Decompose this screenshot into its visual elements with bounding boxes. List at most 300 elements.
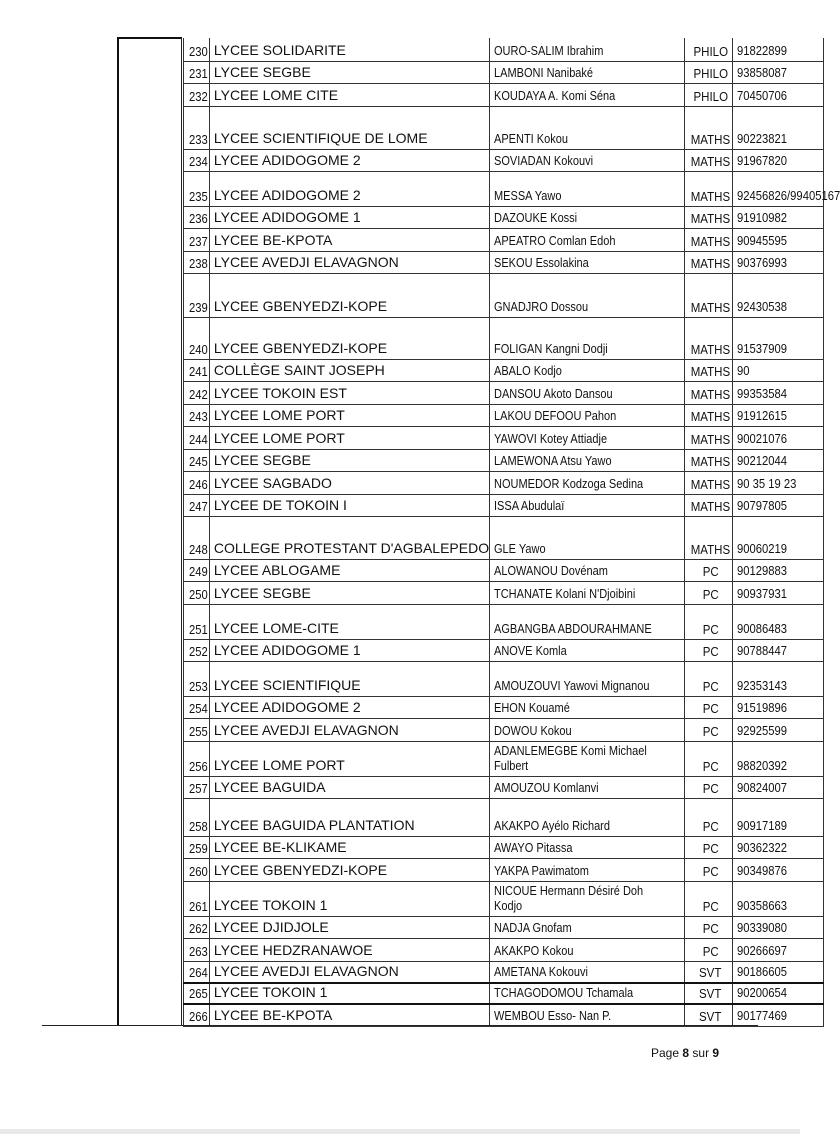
school-cell — [209, 61, 489, 83]
school-cell-text: LYCEE ADIDOGOME 2 — [213, 186, 361, 203]
teacher-name-cell — [490, 858, 685, 881]
row-number — [184, 961, 210, 983]
table-row — [184, 1004, 824, 1026]
school-cell-text: LYCEE ADIDOGOME 1 — [213, 641, 361, 658]
phone-cell — [732, 881, 823, 916]
phone-cell — [732, 741, 823, 776]
phone-cell-text: 90 35 19 23 — [736, 476, 797, 491]
subject-cell — [685, 273, 733, 317]
school-cell — [209, 938, 489, 961]
subject-cell — [685, 149, 733, 171]
row-number — [184, 836, 210, 858]
teacher-name-cell-text: OURO-SALIM Ibrahim — [494, 43, 604, 58]
row-number — [184, 661, 210, 696]
row-number-text: 248 — [189, 542, 208, 557]
subject-cell — [685, 718, 733, 741]
teacher-name-cell — [490, 696, 685, 718]
phone-cell — [732, 1004, 823, 1026]
teacher-name-cell-text: ISSA Abudulaï — [494, 498, 565, 513]
school-cell-text: LYCEE SOLIDARITE — [213, 41, 346, 58]
subject-cell-text: PC — [702, 921, 719, 936]
row-number — [184, 938, 210, 961]
viewer-bottom-bar — [0, 1129, 800, 1134]
row-number-text: 242 — [189, 387, 208, 402]
row-number-text: 244 — [189, 432, 208, 447]
phone-cell-text: 90339080 — [736, 920, 787, 935]
phone-cell-text: 70450706 — [736, 88, 787, 103]
school-cell-text: LYCEE DE TOKOIN I — [213, 496, 347, 513]
phone-cell — [732, 938, 823, 961]
school-cell — [209, 741, 489, 776]
subject-cell-text: PC — [702, 841, 719, 856]
phone-cell — [732, 426, 823, 449]
subject-cell-text: SVT — [699, 966, 722, 980]
school-cell-text: LYCEE LOME-CITE — [213, 619, 339, 636]
phone-cell — [732, 916, 823, 938]
phone-cell — [732, 273, 823, 317]
school-cell — [209, 494, 489, 516]
row-number — [184, 317, 210, 359]
row-number-text: 233 — [189, 132, 208, 147]
teacher-name-cell-text: LAMEWONA Atsu Yawo — [494, 453, 612, 468]
school-cell — [209, 516, 489, 559]
subject-cell — [685, 983, 733, 1004]
row-number-text: 266 — [189, 1009, 208, 1024]
teacher-name-cell — [490, 359, 685, 381]
table-row — [184, 471, 824, 494]
school-cell-text: LYCEE SCIENTIFIQUE DE LOME — [213, 129, 428, 146]
row-number — [184, 359, 210, 381]
phone-cell-text: 90917189 — [736, 818, 787, 833]
school-cell — [209, 449, 489, 471]
phone-cell — [732, 983, 823, 1004]
subject-cell — [685, 359, 733, 381]
table-row — [184, 494, 824, 516]
teacher-name-cell-text: DANSOU Akoto Dansou — [494, 386, 613, 401]
phone-cell — [732, 604, 823, 639]
subject-cell — [685, 604, 733, 639]
row-number — [184, 494, 210, 516]
school-cell — [209, 206, 489, 228]
left-margin-column — [117, 37, 182, 1025]
row-number-text: 250 — [189, 587, 208, 602]
phone-cell-text: 93858087 — [736, 65, 787, 80]
phone-cell-text: 90129883 — [736, 563, 787, 578]
row-number-text: 236 — [189, 211, 208, 226]
teacher-name-cell-text: SOVIADAN Kokouvi — [494, 153, 594, 168]
row-number — [184, 471, 210, 494]
row-number-text: 259 — [189, 841, 208, 856]
teacher-name-cell — [490, 404, 685, 426]
phone-cell — [732, 449, 823, 471]
table-row — [184, 516, 824, 559]
teacher-name-cell — [490, 228, 685, 251]
school-cell — [209, 604, 489, 639]
phone-cell — [732, 317, 823, 359]
teacher-name-cell-text: NADJA Gnofam — [494, 920, 572, 935]
row-number — [184, 696, 210, 718]
school-cell-text: LYCEE TOKOIN EST — [213, 384, 347, 401]
row-number — [184, 449, 210, 471]
row-number-text: 238 — [189, 256, 208, 271]
row-number-text: 261 — [189, 899, 208, 914]
teacher-name-cell-text: TCHAGODOMOU Tchamala — [494, 986, 634, 1000]
page-separator: sur — [692, 1046, 710, 1060]
phone-cell-text: 90021076 — [736, 431, 787, 446]
school-cell-text: LYCEE AVEDJI ELAVAGNON — [213, 721, 399, 738]
teacher-name-cell — [490, 273, 685, 317]
teacher-name-cell-text: AMOUZOUVI Yawovi Mignanou — [494, 678, 650, 693]
school-cell — [209, 426, 489, 449]
table-row — [184, 206, 824, 228]
teacher-name-cell — [490, 961, 685, 983]
row-number — [184, 83, 210, 106]
teacher-name-cell — [490, 559, 685, 581]
page-label: Page — [651, 1046, 680, 1060]
school-cell-text: LYCEE AVEDJI ELAVAGNON — [213, 963, 399, 979]
subject-cell-text: MATHS — [690, 432, 731, 447]
school-cell-text: LYCEE ADIDOGOME 1 — [213, 208, 361, 225]
school-cell — [209, 228, 489, 251]
school-cell — [209, 149, 489, 171]
table-row — [184, 83, 824, 106]
teacher-name-cell-text: ADANLEMEGBE Komi Michael Fulbert — [494, 743, 647, 773]
subject-cell — [685, 381, 733, 404]
subject-cell — [685, 639, 733, 661]
row-number — [184, 776, 210, 798]
school-cell-text: LYCEE GBENYEDZI-KOPE — [213, 297, 388, 314]
teacher-name-cell — [490, 38, 685, 61]
table-row — [184, 61, 824, 83]
school-cell — [209, 718, 489, 741]
school-cell — [209, 696, 489, 718]
school-cell-text: LYCEE GBENYEDZI-KOPE — [213, 861, 388, 878]
school-cell — [209, 381, 489, 404]
teacher-name-cell-text: ABALO Kodjo — [494, 363, 562, 378]
table-row — [184, 661, 824, 696]
phone-cell — [732, 858, 823, 881]
phone-cell — [732, 836, 823, 858]
school-cell — [209, 559, 489, 581]
phone-cell — [732, 559, 823, 581]
table-bottom-rule — [42, 1025, 758, 1026]
subject-cell-text: MATHS — [690, 409, 731, 424]
teacher-list-table — [183, 38, 840, 1027]
row-number-text: 232 — [189, 89, 208, 104]
teacher-name-cell-text: YAKPA Pawimatom — [494, 863, 590, 878]
row-number — [184, 516, 210, 559]
phone-cell-text: 90266697 — [736, 943, 787, 958]
school-cell — [209, 404, 489, 426]
table-row — [184, 798, 824, 836]
school-cell-text: LYCEE GBENYEDZI-KOPE — [213, 339, 388, 356]
phone-cell — [732, 171, 840, 206]
teacher-name-cell — [490, 61, 685, 83]
teacher-name-cell — [490, 426, 685, 449]
teacher-name-cell — [490, 471, 685, 494]
phone-cell-text: 91910982 — [736, 210, 787, 225]
subject-cell — [685, 449, 733, 471]
school-cell-text: LYCEE SEGBE — [213, 63, 311, 80]
row-number — [184, 381, 210, 404]
phone-cell — [732, 718, 823, 741]
table-row — [184, 106, 824, 149]
subject-cell-text: PC — [702, 622, 719, 637]
subject-cell-text: MATHS — [690, 542, 731, 557]
row-number-text: 231 — [189, 66, 208, 81]
row-number — [184, 206, 210, 228]
row-number-text: 258 — [189, 819, 208, 834]
teacher-name-cell-text: YAWOVI Kotey Attiadje — [494, 431, 608, 446]
subject-cell — [685, 741, 733, 776]
row-number-text: 255 — [189, 724, 208, 739]
phone-cell-text: 92456826/99405167 — [736, 188, 840, 203]
teacher-name-cell-text: KOUDAYA A. Komi Séna — [494, 88, 616, 103]
school-cell — [209, 317, 489, 359]
phone-cell — [732, 149, 823, 171]
subject-cell — [685, 317, 733, 359]
phone-cell-text: 90223821 — [736, 131, 787, 146]
row-number-text: 241 — [189, 364, 208, 379]
subject-cell-text: MATHS — [690, 256, 731, 271]
subject-cell — [685, 938, 733, 961]
subject-cell-text: PHILO — [693, 66, 728, 81]
table-row — [184, 916, 824, 938]
subject-cell-text: PC — [702, 644, 719, 659]
subject-cell-text: MATHS — [690, 234, 731, 249]
subject-cell — [685, 206, 733, 228]
row-number — [184, 581, 210, 604]
teacher-name-cell-text: AKAKPO Kokou — [494, 943, 574, 958]
school-cell — [209, 581, 489, 604]
row-number-text: 265 — [189, 987, 208, 1001]
teacher-name-cell — [490, 149, 685, 171]
phone-cell — [732, 404, 823, 426]
subject-cell-text: MATHS — [690, 477, 731, 492]
table-row — [184, 776, 824, 798]
row-number-text: 263 — [189, 944, 208, 959]
phone-cell — [732, 38, 823, 61]
phone-cell-text: 90797805 — [736, 498, 787, 513]
phone-cell — [732, 639, 823, 661]
table-row — [184, 983, 824, 1004]
subject-cell-text: MATHS — [690, 132, 731, 147]
subject-cell-text: MATHS — [690, 364, 731, 379]
subject-cell — [685, 661, 733, 696]
teacher-name-cell-text: DAZOUKE Kossi — [494, 210, 578, 225]
phone-cell — [732, 471, 823, 494]
teacher-name-cell-text: LAMBONI Nanibaké — [494, 65, 594, 80]
phone-cell-text: 90186605 — [736, 965, 787, 979]
subject-cell — [685, 798, 733, 836]
table-row — [184, 273, 824, 317]
phone-cell — [732, 251, 823, 273]
teacher-name-cell — [490, 494, 685, 516]
table-row — [184, 359, 824, 381]
phone-cell — [732, 798, 823, 836]
school-cell — [209, 171, 489, 206]
table-row — [184, 881, 824, 916]
phone-cell-text: 91912615 — [736, 408, 787, 423]
school-cell-text: LYCEE LOME CITE — [213, 86, 339, 103]
subject-cell-text: PC — [702, 899, 719, 914]
school-cell-text: LYCEE SAGBADO — [213, 474, 332, 491]
teacher-name-cell-text: AGBANGBA ABDOURAHMANE — [494, 621, 652, 636]
subject-cell-text: MATHS — [690, 154, 731, 169]
teacher-name-cell — [490, 938, 685, 961]
school-cell-text: LYCEE BE-KPOTA — [213, 1006, 333, 1023]
teacher-name-cell-text: NOUMEDOR Kodzoga Sedina — [494, 476, 644, 491]
row-number-text: 245 — [189, 454, 208, 469]
teacher-name-cell — [490, 251, 685, 273]
table-row — [184, 559, 824, 581]
phone-cell — [732, 516, 823, 559]
subject-cell-text: MATHS — [690, 454, 731, 469]
table-row — [184, 404, 824, 426]
subject-cell-text: MATHS — [690, 342, 731, 357]
row-number-text: 254 — [189, 701, 208, 716]
table-row — [184, 251, 824, 273]
phone-cell — [732, 661, 823, 696]
table-row — [184, 149, 824, 171]
row-number — [184, 38, 210, 61]
row-number — [184, 228, 210, 251]
teacher-name-cell — [490, 106, 685, 149]
row-number — [184, 106, 210, 149]
teacher-name-cell-text: SEKOU Essolakina — [494, 255, 589, 270]
teacher-name-cell-text: WEMBOU Esso- Nan P. — [494, 1008, 612, 1023]
table-row — [184, 38, 824, 61]
table-row — [184, 604, 824, 639]
school-cell — [209, 273, 489, 317]
total-pages: 9 — [712, 1046, 720, 1060]
phone-cell-text: 90212044 — [736, 453, 787, 468]
phone-cell-text: 90060219 — [736, 541, 787, 556]
subject-cell — [685, 581, 733, 604]
row-number-text: 253 — [189, 679, 208, 694]
row-number — [184, 858, 210, 881]
teacher-name-cell — [490, 317, 685, 359]
school-cell — [209, 798, 489, 836]
phone-cell-text: 90788447 — [736, 643, 787, 658]
school-cell-text: LYCEE LOME PORT — [213, 406, 345, 423]
teacher-name-cell — [490, 206, 685, 228]
subject-cell-text: PC — [702, 781, 719, 796]
subject-cell-text: MATHS — [690, 189, 731, 204]
row-number — [184, 639, 210, 661]
subject-cell — [685, 881, 733, 916]
school-cell-text: LYCEE SEGBE — [213, 451, 311, 468]
teacher-name-cell-text: NICOUE Hermann Désiré Doh Kodjo — [494, 883, 644, 913]
row-number-text: 260 — [189, 864, 208, 879]
phone-cell — [732, 106, 823, 149]
school-cell-text: LYCEE HEDZRANAWOE — [213, 941, 373, 958]
school-cell — [209, 983, 489, 1004]
row-number-text: 247 — [189, 499, 208, 514]
table-row — [184, 718, 824, 741]
row-number-text: 234 — [189, 154, 208, 169]
row-number — [184, 881, 210, 916]
row-number-text: 257 — [189, 781, 208, 796]
school-cell-text: LYCEE LOME PORT — [213, 756, 345, 773]
row-number — [184, 149, 210, 171]
phone-cell — [732, 494, 823, 516]
school-cell-text: COLLÈGE SAINT JOSEPH — [213, 361, 385, 378]
row-number — [184, 404, 210, 426]
row-number — [184, 604, 210, 639]
phone-cell — [732, 961, 823, 983]
phone-cell-text: 92925599 — [736, 723, 787, 738]
row-number-text: 239 — [189, 300, 208, 315]
subject-cell-text: PHILO — [693, 89, 728, 104]
phone-cell-text: 91537909 — [736, 341, 787, 356]
school-cell — [209, 858, 489, 881]
school-cell — [209, 661, 489, 696]
school-cell — [209, 881, 489, 916]
row-number-text: 230 — [189, 44, 208, 59]
teacher-name-cell-text: GNADJRO Dossou — [494, 299, 589, 314]
table-row — [184, 836, 824, 858]
teacher-name-cell — [490, 983, 685, 1004]
table-row — [184, 381, 824, 404]
phone-cell-text: 90824007 — [736, 780, 787, 795]
row-number — [184, 171, 210, 206]
teacher-name-cell — [490, 581, 685, 604]
school-cell-text: LYCEE ABLOGAME — [213, 561, 341, 578]
phone-cell — [732, 228, 823, 251]
subject-cell — [685, 171, 733, 206]
phone-cell-text: 90349876 — [736, 863, 787, 878]
table-row — [184, 696, 824, 718]
phone-cell-text: 91519896 — [736, 700, 787, 715]
subject-cell-text: PC — [702, 587, 719, 602]
subject-cell-text: PC — [702, 944, 719, 959]
phone-cell-text: 99353584 — [736, 386, 787, 401]
teacher-name-cell — [490, 661, 685, 696]
phone-cell — [732, 61, 823, 83]
subject-cell-text: PHILO — [693, 44, 728, 59]
teacher-name-cell-text: ANOVE Komla — [494, 643, 567, 658]
school-cell-text: LYCEE BE-KPOTA — [213, 231, 333, 248]
row-number-text: 240 — [189, 342, 208, 357]
subject-cell-text: MATHS — [690, 300, 731, 315]
subject-cell — [685, 858, 733, 881]
teacher-name-cell-text: AKAKPO Ayélo Richard — [494, 818, 611, 833]
subject-cell — [685, 83, 733, 106]
school-cell-text: LYCEE LOME PORT — [213, 429, 345, 446]
school-cell — [209, 961, 489, 983]
subject-cell-text: PC — [702, 679, 719, 694]
teacher-name-cell — [490, 449, 685, 471]
subject-cell — [685, 961, 733, 983]
row-number-text: 235 — [189, 189, 208, 204]
row-number-text: 251 — [189, 622, 208, 637]
subject-cell-text: PC — [702, 701, 719, 716]
school-cell-text: LYCEE ADIDOGOME 2 — [213, 698, 361, 715]
phone-cell — [732, 359, 823, 381]
row-number — [184, 61, 210, 83]
row-number-text: 243 — [189, 409, 208, 424]
phone-cell — [732, 206, 823, 228]
phone-cell-text: 90376993 — [736, 255, 787, 270]
table-row — [184, 449, 824, 471]
school-cell — [209, 916, 489, 938]
phone-cell — [732, 776, 823, 798]
subject-cell — [685, 494, 733, 516]
subject-cell — [685, 38, 733, 61]
teacher-name-cell — [490, 776, 685, 798]
phone-cell-text: 90200654 — [736, 986, 787, 1000]
